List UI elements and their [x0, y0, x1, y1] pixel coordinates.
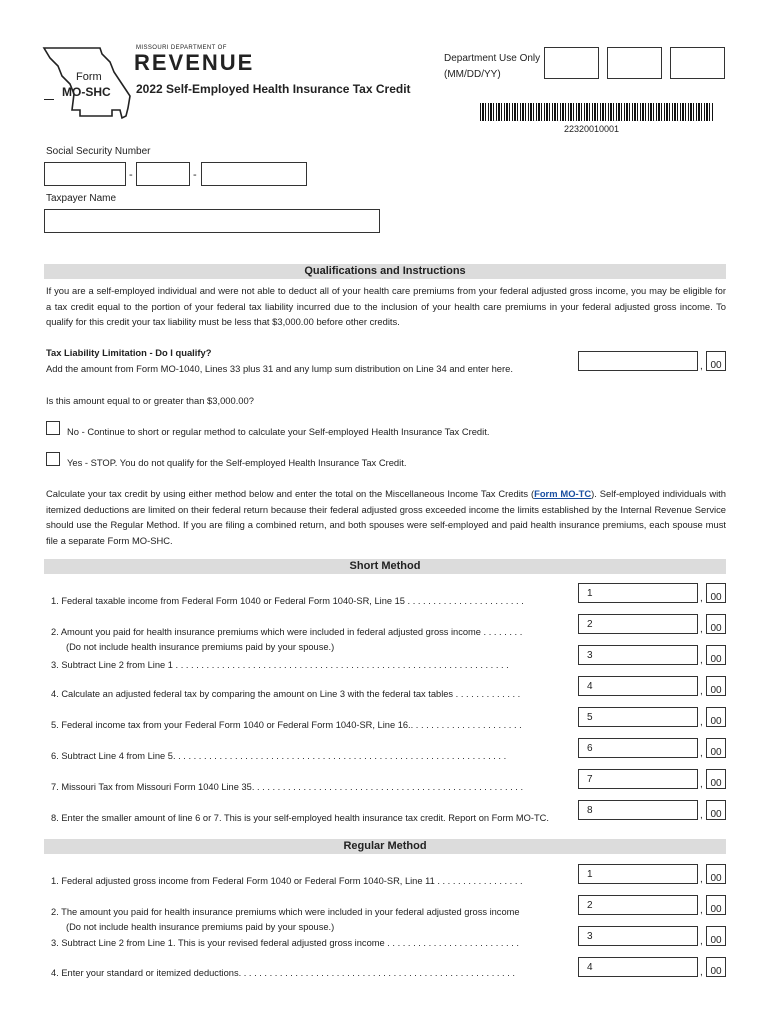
- line-number: 4: [587, 962, 593, 973]
- line-number: 3: [587, 931, 593, 942]
- amount-field[interactable]: [578, 957, 698, 977]
- ssn-field-3[interactable]: [201, 162, 307, 186]
- amount-field[interactable]: [578, 707, 698, 727]
- cents-field: 00: [706, 895, 726, 915]
- cents-field: 00: [706, 707, 726, 727]
- dept-use-year[interactable]: [670, 47, 725, 79]
- calc-text-part-1: Calculate your tax credit by using either method below and enter the total on the Miscellaneous Income Tax Credits (: [46, 488, 535, 499]
- ssn-label: Social Security Number: [46, 146, 151, 157]
- tax-limit-title: Tax Liability Limitation - Do I qualify?: [46, 347, 212, 358]
- cents-field: 00: [706, 738, 726, 758]
- line-label: 2. Amount you paid for health insurance premiums which were included in federal adjusted gross income . . . . . . . .: [51, 627, 523, 637]
- agency-small: MISSOURI DEPARTMENT OF: [136, 45, 227, 51]
- line-number: 7: [587, 774, 593, 785]
- tax-limit-text: Add the amount from Form MO-1040, Lines 33 plus 31 and any lump sum distribution on Line 34 and enter here.: [46, 363, 513, 374]
- calc-text-part-2: ). Self-employed individuals with itemized deductions are limited on their federal return because their federal adjusted gross exceeded income the limits established by the Internal Revenue Service should use the Regular Method. If you are filing a combined return, and both spouses were self-employed and paid health insurance premiums, each spouse must file a separate Form MO-SHC.: [46, 488, 726, 546]
- amount-field[interactable]: [578, 614, 698, 634]
- qualifications-intro: If you are a self-employed individual and were not able to deduct all of your health care premiums from your federal adjusted gross income, you may be eligible for a tax credit equal to the portion of your federal tax liability incurred due to the inclusion of your health care premiums in your federal adjusted gross income. To qualify for this credit your tax liability must be less that $3,000.00 before other credits.: [46, 285, 726, 328]
- form-word: Form: [76, 71, 102, 83]
- cents-field: 00: [706, 769, 726, 789]
- dept-use-format: (MM/DD/YY): [444, 69, 501, 80]
- amount-comma: ,: [700, 748, 703, 759]
- regular-method-heading: Regular Method: [44, 839, 726, 854]
- form-code: MO-SHC: [62, 85, 111, 99]
- dept-use-day[interactable]: [607, 47, 662, 79]
- line-label: 2. The amount you paid for health insurance premiums which were included in your federal adjusted gross income: [51, 907, 520, 917]
- line-label: 1. Federal taxable income from Federal Form 1040 or Federal Form 1040-SR, Line 15 . . . . . . . . . . . . . . . . . . . . . . .: [51, 596, 524, 606]
- amount-field[interactable]: [578, 676, 698, 696]
- dept-use-label: Department Use Only: [444, 53, 541, 64]
- calculation-instructions: [46, 486, 726, 548]
- line-number: 4: [587, 681, 593, 692]
- yes-option-label: Yes - STOP. You do not qualify for the Self-employed Health Insurance Tax Credit.: [67, 457, 407, 468]
- qualify-question: Is this amount equal to or greater than $3,000.00?: [46, 395, 254, 406]
- cents-field: 00: [706, 676, 726, 696]
- no-checkbox[interactable]: [46, 421, 60, 435]
- form-title: 2022 Self-Employed Health Insurance Tax Credit: [136, 82, 411, 96]
- amount-comma: ,: [700, 967, 703, 978]
- line-sublabel: (Do not include health insurance premiums paid by your spouse.): [66, 922, 335, 932]
- dash-mark: [44, 99, 54, 100]
- line-label: 6. Subtract Line 4 from Line 5. . . . . . . . . . . . . . . . . . . . . . . . . . . . . . . . . . . . . . . . . . . . . . . . . . . . . . . . . . . . . . . . .: [51, 751, 507, 761]
- ssn-field-2[interactable]: [136, 162, 190, 186]
- amount-comma: ,: [700, 779, 703, 790]
- short-method-heading: Short Method: [44, 559, 726, 574]
- cents-field: 00: [706, 614, 726, 634]
- line-label: 4. Calculate an adjusted federal tax by comparing the amount on Line 3 with the federal tax tables . . . . . . . . . . . . .: [51, 689, 521, 699]
- line-number: 5: [587, 712, 593, 723]
- amount-field[interactable]: [578, 864, 698, 884]
- tax-liability-comma: ,: [700, 361, 703, 372]
- line-label: 3. Subtract Line 2 from Line 1. This is your revised federal adjusted gross income . . . . . . . . . . . . . . . . . . . . . . . . . .: [51, 938, 519, 948]
- ssn-dash-1: -: [129, 169, 133, 181]
- amount-comma: ,: [700, 593, 703, 604]
- tax-liability-field[interactable]: [578, 351, 698, 371]
- dept-use-month[interactable]: [544, 47, 599, 79]
- amount-field[interactable]: [578, 645, 698, 665]
- cents-field: 00: [706, 926, 726, 946]
- line-label: 4. Enter your standard or itemized deductions. . . . . . . . . . . . . . . . . . . . . . . . . . . . . . . . . . . . . . . . . . . . . . . . . . . . . .: [51, 968, 515, 978]
- amount-field[interactable]: [578, 583, 698, 603]
- cents-field: 00: [706, 957, 726, 977]
- line-number: 1: [587, 869, 593, 880]
- ssn-dash-2: -: [193, 169, 197, 181]
- cents-field: 00: [706, 645, 726, 665]
- line-label: 5. Federal income tax from your Federal Form 1040 or Federal Form 1040-SR, Line 16.. . . . . . . . . . . . . . . . . . . . . .: [51, 720, 522, 730]
- amount-comma: ,: [700, 905, 703, 916]
- taxpayer-name-label: Taxpayer Name: [46, 193, 117, 204]
- form-mo-tc-link[interactable]: Form MO-TC: [534, 488, 592, 499]
- amount-comma: ,: [700, 624, 703, 635]
- amount-comma: ,: [700, 936, 703, 947]
- line-number: 2: [587, 619, 593, 630]
- amount-field[interactable]: [578, 738, 698, 758]
- line-sublabel: (Do not include health insurance premiums paid by your spouse.): [66, 642, 335, 652]
- cents-field: 00: [706, 800, 726, 820]
- cents-field: 00: [706, 864, 726, 884]
- amount-comma: ,: [700, 810, 703, 821]
- line-label: 3. Subtract Line 2 from Line 1 . . . . . . . . . . . . . . . . . . . . . . . . . . . . . . . . . . . . . . . . . . . . . . . . . . . . . . . . . . . . . . . . .: [51, 660, 509, 670]
- no-option-label: No - Continue to short or regular method to calculate your Self-employed Health Insurance Tax Credit.: [67, 426, 490, 437]
- amount-field[interactable]: [578, 926, 698, 946]
- amount-field[interactable]: [578, 800, 698, 820]
- amount-comma: ,: [700, 686, 703, 697]
- line-number: 1: [587, 588, 593, 599]
- line-label: 8. Enter the smaller amount of line 6 or 7. This is your self-employed health insurance tax credit. Report on Form MO-TC.: [51, 813, 549, 823]
- taxpayer-name-field[interactable]: [44, 209, 380, 233]
- ssn-field-1[interactable]: [44, 162, 126, 186]
- tax-liability-cents: 00: [706, 351, 726, 371]
- line-number: 6: [587, 743, 593, 754]
- barcode: [480, 103, 714, 121]
- amount-comma: ,: [700, 874, 703, 885]
- line-number: 2: [587, 900, 593, 911]
- qualifications-heading: Qualifications and Instructions: [44, 264, 726, 279]
- agency-logo: REVENUE: [134, 50, 255, 75]
- line-number: 8: [587, 805, 593, 816]
- cents-field: 00: [706, 583, 726, 603]
- barcode-number: 22320010001: [564, 124, 620, 134]
- line-label: 7. Missouri Tax from Missouri Form 1040 Line 35. . . . . . . . . . . . . . . . . . . . . . . . . . . . . . . . . . . . . . . . . . . . . . . . . . . . .: [51, 782, 524, 792]
- amount-comma: ,: [700, 655, 703, 666]
- amount-field[interactable]: [578, 895, 698, 915]
- line-label: 1. Federal adjusted gross income from Federal Form 1040 or Federal Form 1040-SR, Line 11 . . . . . . . . . . . . . . . . .: [51, 876, 523, 886]
- line-number: 3: [587, 650, 593, 661]
- amount-comma: ,: [700, 717, 703, 728]
- amount-field[interactable]: [578, 769, 698, 789]
- yes-checkbox[interactable]: [46, 452, 60, 466]
